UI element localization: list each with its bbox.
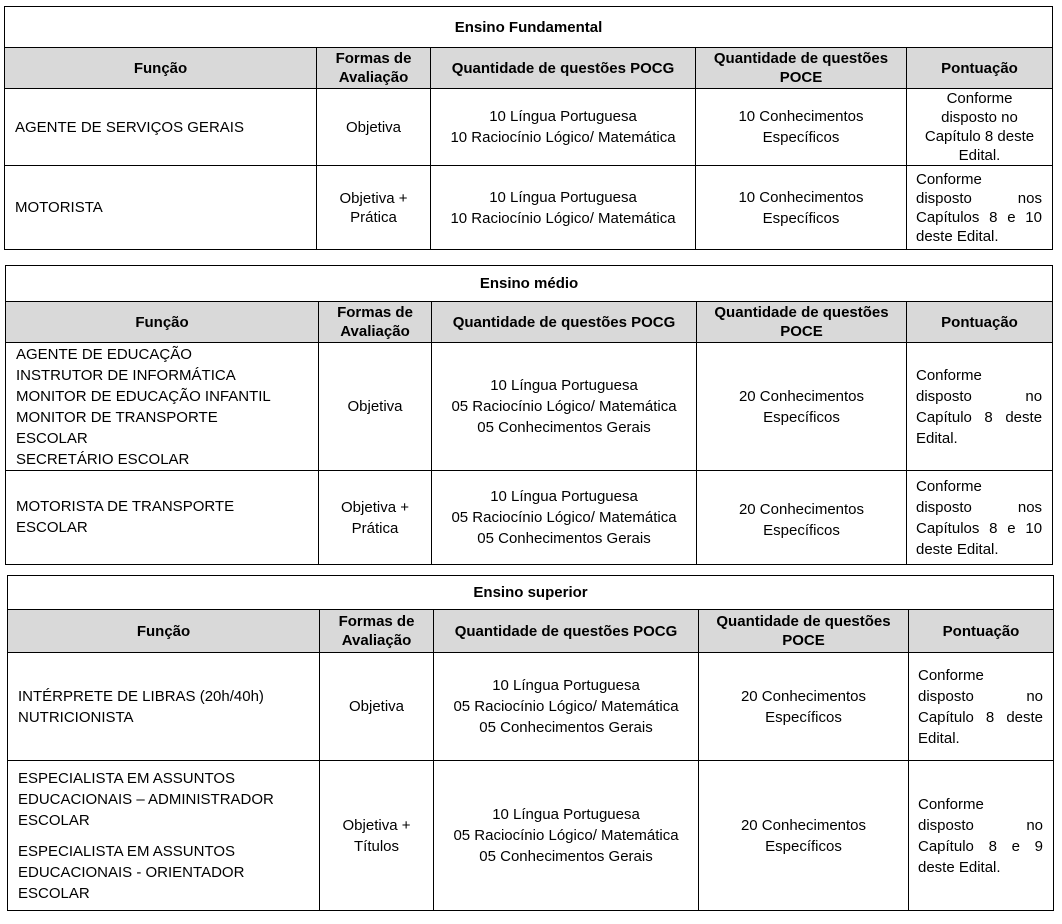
- header-pontuacao: Pontuação: [907, 302, 1053, 343]
- pocg-line: 05 Conhecimentos Gerais: [477, 419, 651, 436]
- pocg-line: 05 Conhecimentos Gerais: [479, 719, 653, 736]
- table-row: [5, 89, 1053, 166]
- table-title: Ensino superior: [8, 576, 1054, 610]
- funcao-line: ESPECIALISTA EM ASSUNTOS: [18, 769, 236, 787]
- header-formas: Formas de Avaliação: [319, 302, 432, 343]
- pocg-line: 10 Língua Portuguesa: [490, 488, 638, 505]
- cell-pontuacao: [907, 343, 1053, 471]
- pontuacao-line: deste Edital.: [918, 858, 1001, 876]
- table-row: [8, 653, 1054, 761]
- cell-formas: [317, 89, 431, 166]
- table-title-row: [8, 576, 1054, 610]
- poce-line: 20 Conhecimentos: [738, 387, 865, 405]
- table-row: [6, 343, 1053, 471]
- pocg-line: 10 Raciocínio Lógico/ Matemática: [450, 129, 676, 146]
- funcao-line: SECRETÁRIO ESCOLAR: [16, 450, 190, 468]
- pocg-line: 10 Língua Portuguesa: [490, 377, 638, 394]
- funcao-line: MONITOR DE EDUCAÇÃO INFANTIL: [16, 387, 271, 405]
- funcao-line: ESCOLAR: [18, 884, 90, 902]
- pocg-line: 05 Raciocínio Lógico/ Matemática: [453, 827, 679, 844]
- pontuacao-line: Conforme: [918, 795, 984, 813]
- pontuacao-line: Conforme: [916, 477, 982, 495]
- funcao-line: MONITOR DE TRANSPORTE: [16, 408, 218, 426]
- cell-poce: [697, 471, 907, 565]
- formas-line: Objetiva +: [341, 498, 409, 516]
- cell-formas: [317, 166, 431, 250]
- pontuacao-line: disposto no: [916, 387, 1043, 405]
- cell-pocg: [431, 89, 696, 166]
- table-ensino-superior: [7, 575, 1054, 911]
- pontuacao-line: disposto no: [941, 109, 1018, 126]
- pocg-line: 05 Conhecimentos Gerais: [477, 530, 651, 547]
- funcao-line: EDUCACIONAIS – ADMINISTRADOR: [18, 790, 274, 808]
- funcao-line: NUTRICIONISTA: [18, 708, 134, 726]
- pocg-line: 05 Raciocínio Lógico/ Matemática: [451, 398, 677, 415]
- cell-funcao: [8, 761, 320, 911]
- pontuacao-line: Conforme: [916, 366, 982, 384]
- funcao-line: ESCOLAR: [18, 811, 90, 829]
- formas-line: Prática: [351, 519, 399, 537]
- funcao-line: ESPECIALISTA EM ASSUNTOS: [18, 842, 236, 860]
- funcao-line: AGENTE DE EDUCAÇÃO: [16, 345, 192, 363]
- cell-pocg: [432, 343, 697, 471]
- cell-poce: [697, 343, 907, 471]
- table-header-row: [8, 610, 1054, 653]
- pontuacao-line: disposto nos: [916, 498, 1043, 516]
- header-funcao: Função: [8, 610, 320, 653]
- pontuacao-line: Edital.: [916, 429, 958, 447]
- header-pocg: Quantidade de questões POCG: [434, 610, 699, 653]
- cell-formas: [319, 343, 432, 471]
- pontuacao-line: deste Edital.: [916, 540, 999, 558]
- pontuacao-line: Capítulo 8 deste: [924, 128, 1035, 145]
- poce-line: Específicos: [763, 408, 840, 426]
- formas-line: Objetiva: [348, 698, 405, 715]
- header-pocg: Quantidade de questões POCG: [431, 48, 696, 89]
- table-ensino-fundamental: [4, 6, 1053, 250]
- table-header-row: [5, 48, 1053, 89]
- table-row: [6, 471, 1053, 565]
- cell-funcao: [6, 343, 319, 471]
- table-row: [8, 761, 1054, 911]
- header-poce: Quantidade de questões POCE: [697, 302, 907, 343]
- cell-pocg: [434, 653, 699, 761]
- header-formas: Formas de Avaliação: [320, 610, 434, 653]
- funcao-line: ESCOLAR: [16, 519, 88, 536]
- header-pontuacao: Pontuação: [907, 48, 1053, 89]
- poce-line: Específicos: [763, 522, 840, 539]
- header-pocg: Quantidade de questões POCG: [432, 302, 697, 343]
- header-poce: Quantidade de questões POCE: [696, 48, 907, 89]
- pocg-line: 10 Língua Portuguesa: [489, 108, 637, 125]
- pocg-line: 05 Raciocínio Lógico/ Matemática: [453, 698, 679, 715]
- cell-pontuacao: [907, 471, 1053, 565]
- poce-line: 20 Conhecimentos: [740, 687, 867, 705]
- formas-line: Títulos: [353, 837, 399, 855]
- cell-poce: [696, 89, 907, 166]
- cell-formas: [320, 653, 434, 761]
- cell-pontuacao: [909, 761, 1054, 911]
- formas-line: Objetiva +: [342, 816, 411, 834]
- pontuacao-line: Capítulo 8 e 9: [918, 837, 1044, 855]
- pontuacao-line: disposto nos: [916, 189, 1042, 207]
- cell-poce: [696, 166, 907, 250]
- pontuacao-line: disposto no: [918, 687, 1044, 705]
- pontuacao-line: Edital.: [918, 729, 960, 747]
- table-header-row: [6, 302, 1053, 343]
- table-title: Ensino médio: [6, 266, 1053, 302]
- funcao-line: ESCOLAR: [16, 429, 88, 447]
- poce-line: Específicos: [762, 129, 840, 146]
- pontuacao-line: Capítulo 8 deste: [918, 708, 1044, 726]
- cell-poce: [699, 653, 909, 761]
- poce-line: 10 Conhecimentos: [738, 108, 864, 125]
- paragraph-gap: [18, 831, 313, 841]
- pontuacao-line: Capítulo 8 deste: [916, 408, 1043, 426]
- funcao-line: EDUCACIONAIS - ORIENTADOR: [18, 863, 245, 881]
- poce-line: Específicos: [765, 708, 842, 726]
- cell-formas: [320, 761, 434, 911]
- cell-funcao: [5, 166, 317, 250]
- cell-pontuacao: [907, 166, 1053, 250]
- header-funcao: Função: [6, 302, 319, 343]
- table-ensino-medio: [5, 265, 1053, 565]
- cell-funcao: [6, 471, 319, 565]
- funcao-line: MOTORISTA: [15, 199, 103, 216]
- funcao-line: INSTRUTOR DE INFORMÁTICA: [16, 366, 236, 384]
- funcao-line: INTÉRPRETE DE LIBRAS (20h/40h): [18, 687, 264, 705]
- cell-pocg: [432, 471, 697, 565]
- pocg-line: 05 Raciocínio Lógico/ Matemática: [451, 509, 677, 526]
- cell-formas: [319, 471, 432, 565]
- funcao-line: MOTORISTA DE TRANSPORTE: [16, 498, 235, 515]
- pontuacao-line: Capítulos 8 e 10: [916, 519, 1043, 537]
- formas-line: Objetiva: [345, 118, 402, 136]
- cell-pontuacao: [909, 653, 1054, 761]
- cell-funcao: [8, 653, 320, 761]
- header-pontuacao: Pontuação: [909, 610, 1054, 653]
- poce-line: 20 Conhecimentos: [738, 501, 865, 518]
- pocg-line: 10 Raciocínio Lógico/ Matemática: [450, 209, 676, 227]
- pontuacao-line: deste Edital.: [916, 227, 999, 245]
- formas-line: Objetiva +: [339, 189, 408, 207]
- pontuacao-line: Conforme: [916, 170, 982, 188]
- formas-line: Prática: [350, 208, 397, 226]
- pontuacao-line: Conforme: [918, 666, 984, 684]
- cell-pontuacao: [907, 89, 1053, 166]
- pocg-line: 10 Língua Portuguesa: [489, 188, 637, 206]
- pocg-line: 10 Língua Portuguesa: [492, 806, 640, 823]
- pontuacao-line: Conforme: [946, 90, 1013, 107]
- header-poce: Quantidade de questões POCE: [699, 610, 909, 653]
- table-title-row: [5, 7, 1053, 48]
- poce-line: Específicos: [762, 209, 840, 227]
- table-title-row: [6, 266, 1053, 302]
- table-title: Ensino Fundamental: [5, 7, 1053, 48]
- cell-pocg: [431, 166, 696, 250]
- poce-line: 10 Conhecimentos: [738, 188, 864, 206]
- pontuacao-line: Edital.: [958, 147, 1001, 164]
- table-row: [5, 166, 1053, 250]
- cell-pocg: [434, 761, 699, 911]
- pocg-line: 10 Língua Portuguesa: [492, 677, 640, 694]
- poce-line: 20 Conhecimentos: [740, 816, 867, 834]
- poce-line: Específicos: [765, 837, 842, 855]
- header-funcao: Função: [5, 48, 317, 89]
- pontuacao-line: disposto no: [918, 816, 1044, 834]
- header-formas: Formas de Avaliação: [317, 48, 431, 89]
- formas-line: Objetiva: [347, 398, 403, 415]
- cell-poce: [699, 761, 909, 911]
- cell-funcao: [5, 89, 317, 166]
- pocg-line: 05 Conhecimentos Gerais: [479, 848, 653, 865]
- funcao-line: AGENTE DE SERVIÇOS GERAIS: [15, 118, 244, 136]
- pontuacao-line: Capítulos 8 e 10: [916, 208, 1042, 226]
